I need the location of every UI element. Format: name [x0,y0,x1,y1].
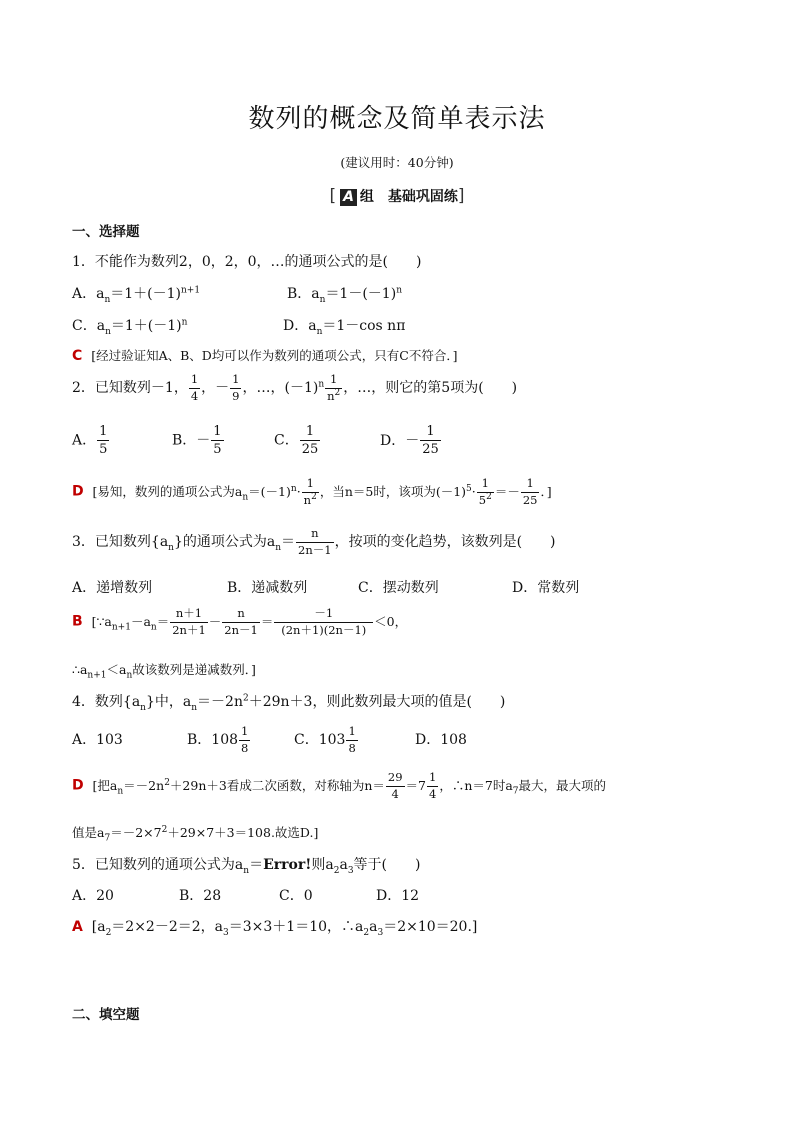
question-5-solution [72,916,477,936]
question-4-option-a: A．103 [72,732,123,748]
question-2-stem [72,374,517,402]
question-5-option-a: A．20 [72,888,114,904]
numerator: 1 [521,478,540,493]
question-4-option-c [294,726,415,754]
denominator: 2n－1 [298,542,332,557]
denominator: 4 [428,786,437,801]
numerator: n＋1 [170,608,208,623]
stem-part: 2．已知数列－1， [72,380,188,396]
question-4-stem: 4．数列$\{a_n\}$中，$a_n=-2n^2+29n+3$，则此数列最大项的值是( ) [72,693,506,713]
solution-text: [经过验证知A、B、D均可以作为数列的通项公式，只有C不符合．] [91,348,458,363]
numerator: 1 [325,374,342,389]
option-label: A． [72,432,97,449]
question-5-stem: 5．已知数列的通项公式为$a_n=Error$!则$a_2a_3$等于( ) [72,857,421,876]
solution-text [92,770,607,801]
section-heading-fill: 二、填空题 [72,1007,140,1023]
question-5-option-b: B．28 [179,888,222,904]
denominator: 5 [99,442,108,457]
fraction [521,478,540,506]
question-1-option-d: D．$a_n=1-\cos$ nπ [283,318,406,337]
question-3-solution [72,608,407,636]
solution-part: ．] [540,483,552,499]
question-1-option-a: A．$a_n=1+(-1)^{n+1}$ [72,285,201,305]
fraction [302,478,319,506]
solution-part: ＜0， [374,613,408,629]
denominator: $5^2$ [478,491,492,507]
denominator: 25 [301,442,319,457]
question-3-solution-line-2: $\therefore a_{n+1}<a_n$故该数列是递减数列．] [72,662,256,681]
solution-part: ，当n＝5时，该项为$(-1)^5\cdot$ [319,483,476,499]
question-1-stem: 1．不能作为数列2，0，2，0，…的通项公式的是( ) [72,254,422,270]
numerator: 1 [346,726,357,741]
denominator: (2n＋1)(2n－1) [281,622,367,637]
fraction [386,772,405,800]
denominator: $n^2$ [303,491,317,507]
denominator: 4 [190,388,199,403]
question-4-option-b [187,726,294,754]
denominator: 2n－1 [224,622,258,637]
stem-part: ，－ [201,380,230,396]
fraction [222,608,260,636]
numerator: 1 [302,478,319,493]
question-3-option-b: B．递减数列 [227,580,308,596]
numerator: 1 [99,424,108,439]
fraction [189,374,200,402]
solution-part: ＝7 [405,777,426,793]
option-label: C． [274,432,299,449]
question-3-option-d: D．常数列 [512,580,580,596]
fraction [97,425,109,456]
answer-letter: C [72,348,83,364]
question-1-solution [72,346,458,364]
fraction [420,425,441,456]
denominator: 25 [422,442,439,457]
solution-part: ＝－ [494,483,520,499]
denominator: 9 [232,388,240,403]
question-5-option-c: C．0 [279,888,313,904]
answer-letter: D [72,777,84,794]
solution-part: ，∴n＝7时$a_7$最大，最大项的 [439,777,607,796]
question-3-option-a: A．递增数列 [72,580,153,596]
page-title: 数列的概念及简单表示法 [248,104,546,134]
question-1-option-b: B．$a_n=1-(-1)^n$ [287,285,402,305]
denominator: $n^2$ [327,387,341,403]
solution-part: [$\because a_{n+1}-a_n=$ [91,613,170,632]
answer-letter: B [72,613,83,630]
numerator: 1 [239,726,250,741]
numerator: n [222,608,260,623]
solution-part: [易知，数列的通项公式为$a_n=(-1)^n\cdot$ [92,483,301,502]
question-2-option-c [274,425,380,456]
group-bracket-left: [ [329,186,337,206]
stem-part: 3．已知数列$\{a_n\}$的通项公式为$a_n=$ [72,534,296,553]
numerator: 1 [213,424,222,439]
question-2-option-a [72,425,172,456]
question-2-option-b [172,425,274,456]
option-label: D．－ [380,432,420,449]
option-label: B．108 [187,732,239,748]
question-2-option-d [380,424,442,457]
solution-text: [$a_2=2\times 2-2=2$，$a_3=3\times 3+1=10$，$\therefore a_2a_3=2\times 10=20$.] [91,919,478,938]
fraction [300,425,321,456]
fraction [274,608,373,636]
fraction [170,608,208,636]
question-1-option-c: C．$a_n=1+(-1)^n$ [72,317,188,337]
numerator: 1 [189,374,200,389]
stem-part: ，按项的变化趋势，该数列是( ) [334,534,556,550]
denominator: 8 [241,740,249,755]
numerator: 1 [420,425,441,441]
stem-part: ，…，则它的第5项为( ) [343,380,518,396]
numerator: －1 [274,608,373,623]
solution-text [91,606,408,637]
solution-part: ＝ [260,613,274,629]
stem-part: ，…，$(-1)^n$ [242,379,325,396]
fraction [296,528,334,556]
fraction [211,425,223,456]
numerator: 1 [300,425,321,441]
fraction [325,374,342,402]
question-4-option-d: D．108 [415,732,467,748]
numerator: 1 [477,478,494,493]
numerator: 29 [386,772,405,787]
question-3-option-c: C．摆动数列 [358,580,439,596]
denominator: 2n＋1 [172,622,206,637]
group-text: 组 基础巩固练 [359,189,458,205]
question-2-solution [72,478,552,506]
denominator: 25 [522,492,538,507]
question-5-option-d: D．12 [376,888,420,904]
numerator: n [296,528,334,543]
group-label [0,186,794,206]
denominator: 5 [213,442,222,457]
question-4-options [72,726,467,754]
option-label: B．－ [172,432,211,449]
question-3-stem [72,528,556,556]
question-4-solution-line-2: 值是$a_7=-2\times 7^2+29\times 7+3=108$.故选D.] [72,824,319,844]
time-hint: (建议用时：40分钟) [340,155,454,170]
fraction [477,478,494,506]
solution-part: － [208,613,222,629]
section-heading-choice: 一、选择题 [72,224,140,240]
numerator: 1 [230,374,241,389]
group-bracket-right: ] [457,186,465,206]
option-label: C．103 [294,732,346,748]
question-2-options [72,425,442,456]
denominator: 4 [391,786,399,801]
fraction [427,772,438,800]
fraction [239,726,250,754]
answer-letter: A [72,919,83,935]
question-4-solution [72,772,606,800]
group-letter-badge: A [340,189,357,206]
solution-part: [把$a_n=-2n^2+29n+3$看成二次函数，对称轴为n＝ [92,777,385,796]
denominator: 8 [348,740,356,755]
fraction [346,726,357,754]
numerator: 1 [427,772,438,787]
answer-letter: D [72,483,84,500]
solution-text [92,476,552,507]
fraction [230,374,241,402]
